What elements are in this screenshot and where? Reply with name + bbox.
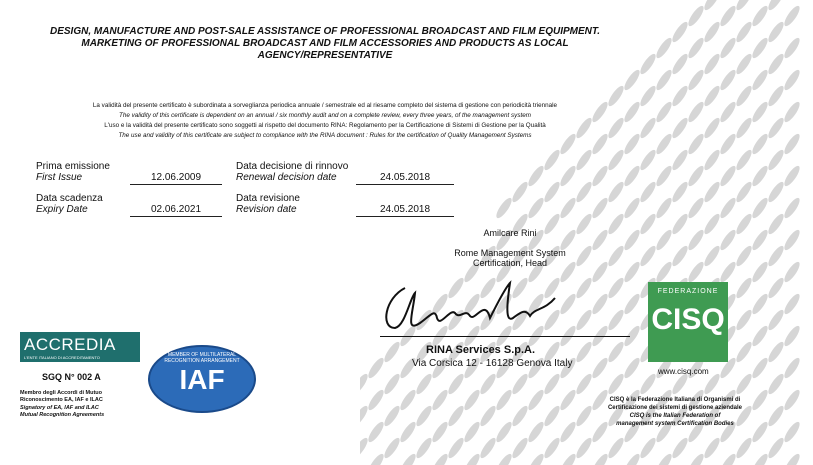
terms-line: The validity of this certificate is dependent on an annual / six monthly audit and on a complete review, every three years, of the management system [119,112,531,119]
pattern-dash [670,244,690,268]
pattern-dash [766,212,786,236]
pattern-dash [718,132,738,156]
pattern-dash [734,20,754,44]
pattern-dash [766,340,786,364]
pattern-dash [622,164,642,188]
pattern-dash [558,420,578,444]
pattern-dash [558,196,578,220]
pattern-dash [766,20,786,44]
pattern-dash [574,276,594,300]
signature-image [375,278,575,338]
pattern-dash [782,36,802,60]
renewal-value: 24.05.2018 [356,172,454,185]
pattern-dash [590,452,610,465]
pattern-dash [750,356,770,380]
pattern-dash [622,196,642,220]
pattern-dash [606,308,626,332]
pattern-dash [750,228,770,252]
pattern-dash [606,148,626,172]
pattern-dash [670,180,690,204]
pattern-dash [542,180,562,204]
pattern-dash [686,4,706,28]
pattern-dash [734,244,754,268]
pattern-dash [734,436,754,460]
pattern-dash [734,212,754,236]
pattern-dash [638,180,658,204]
pattern-dash [574,372,594,396]
pattern-dash [462,452,482,465]
pattern-dash [670,52,690,76]
pattern-dash [734,84,754,108]
pattern-dash [382,340,402,364]
cisq-logo: FEDERAZIONE CISQ [648,282,728,362]
pattern-dash [686,228,706,252]
pattern-dash [782,452,802,465]
pattern-dash [494,420,514,444]
pattern-dash [446,436,466,460]
pattern-dash [590,196,610,220]
cisq-note: CISQ è la Federazione Italiana di Organismi di Certificazione dei sistemi di gestione aziendale CISQ is the Italian Federation of management system Certification Bodies [607,397,743,427]
accreditation-code: SGQ N° 002 A [42,372,101,382]
pattern-dash [574,340,594,364]
pattern-dash [766,180,786,204]
revision-value: 24.05.2018 [356,204,454,217]
first-issue-label: Prima emissione First Issue [36,161,110,183]
pattern-dash [782,68,802,92]
pattern-dash [590,164,610,188]
pattern-dash [622,68,642,92]
company-address: Via Corsica 12 - 16128 Genova Italy [412,358,573,369]
pattern-dash [654,100,674,124]
pattern-dash [782,292,802,316]
pattern-dash [382,372,402,396]
pattern-dash [734,52,754,76]
pattern-dash [478,372,498,396]
scope-line: MARKETING OF PROFESSIONAL BROADCAST AND FILM ACCESSORIES AND PRODUCTS AS LOCAL [81,38,569,49]
pattern-dash [670,84,690,108]
pattern-dash [606,276,626,300]
pattern-dash [718,260,738,284]
pattern-dash [526,420,546,444]
expiry-value: 02.06.2021 [130,204,222,217]
pattern-dash [670,20,690,44]
expiry-label: Data scadenza Expiry Date [36,193,103,215]
pattern-dash [702,148,722,172]
pattern-dash [526,164,546,188]
pattern-dash [542,148,562,172]
pattern-dash [414,404,434,428]
pattern-dash [670,148,690,172]
pattern-dash [606,340,626,364]
pattern-dash [750,388,770,412]
pattern-dash [766,372,786,396]
pattern-dash [750,196,770,220]
pattern-dash [718,68,738,92]
terms-line: La validità del presente certificato è subordinata a sorveglianza periodica annuale / semestrale ed al riesame completo del sistema di gestione con periodicità triennale [92,102,558,109]
signature-line [380,336,630,337]
pattern-dash [622,260,642,284]
pattern-dash [782,388,802,412]
pattern-dash [510,404,530,428]
pattern-dash [398,388,418,412]
pattern-dash [750,100,770,124]
pattern-dash [366,356,386,380]
pattern-dash [702,212,722,236]
pattern-dash [750,132,770,156]
pattern-dash [750,36,770,60]
pattern-dash [366,452,386,465]
pattern-dash [766,52,786,76]
pattern-dash [590,292,610,316]
pattern-dash [366,388,386,412]
pattern-dash [382,404,402,428]
pattern-dash [606,180,626,204]
pattern-dash [734,372,754,396]
scope-line: AGENCY/REPRESENTATIVE [257,50,393,61]
pattern-dash [718,228,738,252]
revision-label: Data revisione Revision date [236,193,300,215]
pattern-dash [654,36,674,60]
pattern-dash [654,164,674,188]
pattern-dash [686,164,706,188]
pattern-dash [702,52,722,76]
pattern-dash [670,436,690,460]
pattern-dash [686,196,706,220]
terms-line: L'uso e la validità del presente certificato sono soggetti al rispetto del documento RINA: Regolamento per la Certificazione di Sistemi di Gestione per la Qualità [104,122,546,129]
renewal-label: Data decisione di rinnovo Renewal decision date [236,161,349,183]
pattern-dash [718,164,738,188]
pattern-dash [782,324,802,348]
certificate-scope [0,26,650,62]
pattern-dash [526,388,546,412]
pattern-dash [622,292,642,316]
pattern-dash [750,164,770,188]
pattern-dash [734,340,754,364]
pattern-dash [782,196,802,220]
pattern-dash [734,148,754,172]
pattern-dash [750,292,770,316]
pattern-dash [638,244,658,268]
pattern-dash [766,84,786,108]
pattern-dash [574,180,594,204]
pattern-dash [638,148,658,172]
pattern-dash [750,260,770,284]
pattern-dash [766,244,786,268]
pattern-dash [430,420,450,444]
pattern-dash [654,68,674,92]
pattern-dash [462,420,482,444]
pattern-dash [734,276,754,300]
pattern-dash [782,420,802,444]
pattern-dash [606,372,626,396]
pattern-dash [734,0,754,12]
pattern-dash [494,196,514,220]
pattern-dash [414,436,434,460]
pattern-dash [750,420,770,444]
pattern-dash [686,100,706,124]
pattern-dash [734,116,754,140]
pattern-dash [430,388,450,412]
pattern-dash [574,148,594,172]
pattern-dash [478,404,498,428]
pattern-dash [750,452,770,465]
validity-terms [0,101,650,141]
pattern-dash [398,452,418,465]
pattern-dash [702,116,722,140]
signatory-role: Rome Management System Certification, Head [454,248,566,268]
pattern-dash [654,228,674,252]
pattern-dash [510,180,530,204]
pattern-dash [542,436,562,460]
pattern-dash [766,404,786,428]
pattern-dash [558,452,578,465]
pattern-dash [670,116,690,140]
pattern-dash [686,260,706,284]
iaf-logo: MEMBER OF MULTILATERAL RECOGNITION ARRANGEMENT IAF [148,345,256,413]
pattern-dash [686,452,706,465]
accredia-logo: ACCREDIA L'ENTE ITALIANO DI ACCREDITAMENTO [20,332,140,362]
pattern-dash [718,452,738,465]
pattern-dash [510,372,530,396]
pattern-dash [766,116,786,140]
pattern-dash [638,436,658,460]
pattern-dash [478,436,498,460]
pattern-dash [750,324,770,348]
pattern-dash [702,84,722,108]
company-name: RINA Services S.p.A. [426,344,536,356]
pattern-dash [702,180,722,204]
pattern-dash [366,420,386,444]
pattern-dash [782,4,802,28]
pattern-dash [766,436,786,460]
accredia-note: Membro degli Accordi di Mutuo Riconoscimento EA, IAF e ILAC Signatory of EA, IAF and ILAC Mutual Recognition Agreements [20,390,105,418]
pattern-dash [622,228,642,252]
signatory-name: Amilcare Rini [483,228,537,238]
pattern-dash [686,36,706,60]
pattern-dash [574,436,594,460]
scope-line: DESIGN, MANUFACTURE AND POST-SALE ASSISTANCE OF PROFESSIONAL BROADCAST AND FILM EQUIPMENT. [49,26,601,37]
pattern-dash [510,436,530,460]
pattern-dash [766,0,786,12]
pattern-dash [782,100,802,124]
terms-line: The use and validity of this certificate are subject to compliance with the RINA document : Rules for the certification of Quality Management Systems [118,132,532,139]
pattern-dash [638,212,658,236]
pattern-dash [398,420,418,444]
pattern-dash [670,212,690,236]
pattern-dash [494,452,514,465]
pattern-dash [542,372,562,396]
pattern-dash [654,196,674,220]
pattern-dash [654,452,674,465]
pattern-dash [686,132,706,156]
pattern-dash [718,100,738,124]
pattern-dash [494,388,514,412]
pattern-dash [606,436,626,460]
cisq-url[interactable]: www.cisq.com [658,367,709,376]
pattern-dash [718,196,738,220]
pattern-dash [702,436,722,460]
pattern-dash [446,404,466,428]
pattern-dash [446,372,466,396]
pattern-dash [766,308,786,332]
pattern-dash [718,4,738,28]
pattern-dash [702,20,722,44]
pattern-dash [766,148,786,172]
first-issue-value: 12.06.2009 [130,172,222,185]
pattern-dash [558,164,578,188]
pattern-dash [590,356,610,380]
pattern-dash [782,228,802,252]
pattern-dash [782,132,802,156]
pattern-dash [750,4,770,28]
pattern-dash [638,372,658,396]
pattern-dash [702,244,722,268]
pattern-dash [574,308,594,332]
pattern-dash [750,68,770,92]
pattern-dash [766,276,786,300]
pattern-dash [782,260,802,284]
pattern-dash [702,0,722,12]
pattern-dash [382,436,402,460]
pattern-dash [622,356,642,380]
pattern-dash [462,388,482,412]
pattern-dash [782,164,802,188]
pattern-dash [414,372,434,396]
pattern-dash [718,36,738,60]
pattern-dash [782,356,802,380]
pattern-dash [622,452,642,465]
pattern-dash [526,452,546,465]
pattern-dash [686,68,706,92]
pattern-dash [734,180,754,204]
pattern-dash [526,196,546,220]
pattern-dash [654,132,674,156]
pattern-dash [558,388,578,412]
pattern-dash [734,308,754,332]
pattern-dash [654,260,674,284]
pattern-dash [574,404,594,428]
pattern-dash [430,452,450,465]
pattern-dash [542,404,562,428]
